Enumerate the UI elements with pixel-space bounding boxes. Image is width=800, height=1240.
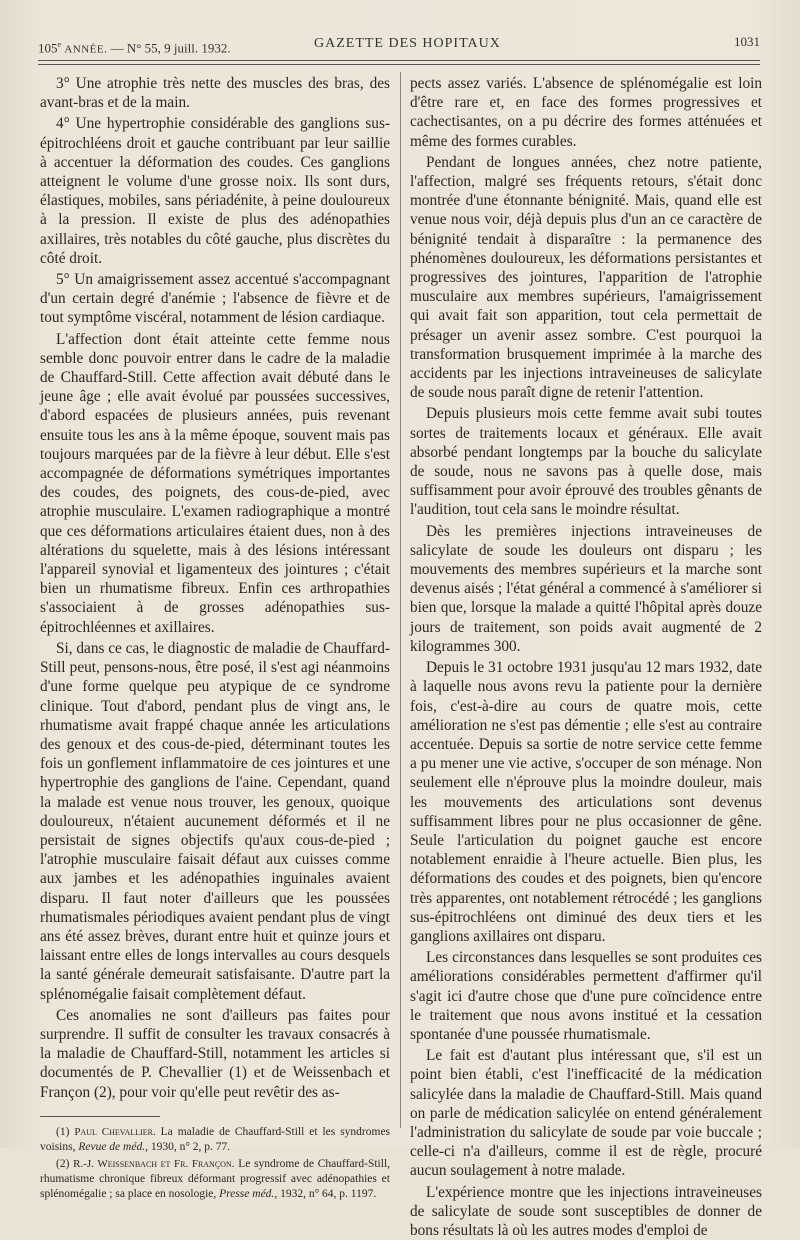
column-divider [400, 72, 401, 1128]
right-column [410, 74, 762, 1239]
paragraph: 4° Une hypertrophie considérable des ganglions sus-épitrochléens droit et gauche contribuant par leur saillie à accentuer la déformation des coudes. Ces ganglions atteignent le volume d'une grosse noix. Ils sont durs, élastiques, mobiles, sans périadénite, à peine douloureux à la pression. Il existe de plus des adénopathies axillaires, très notables du côté gauche, plus discrètes du côté droit. [40, 115, 390, 267]
footnote-mark: (1) [56, 1125, 70, 1138]
footnote-text: La maladie de Chauffard-Still et les syndromes voisins, [40, 1125, 391, 1153]
footnote-ref: , 1930, n° 2, p. 77. [145, 1140, 231, 1153]
issue-info [38, 40, 231, 56]
footnote-rule [40, 1116, 160, 1117]
footnote-journal: Revue de méd. [78, 1140, 146, 1153]
paragraph: Depuis le 31 octobre 1931 jusqu'au 12 mars 1932, date à laquelle nous avons revu la patiente pour la dernière fois, c'est-à-dire au cours de quatre mois, cette amélioration ne s'est pas démentie ; elle s'est au contraire accentuée. Depuis sa sortie de notre service cette femme a pu mener une vie active, s'occuper de son ménage. Non seulement elle n'éprouve plus la moindre douleur, mais les mouvements des articulations sont devenus suffisamment libres pour ne plus occasionner de gêne. Seule l'articulation du poignet gauche est encore notablement enraidie à l'heure actuelle. Bien plus, les déformations des coudes et des poignets, bien qu'encore très apparentes, ont notablement rétrocédé ; les ganglions sus-épitrochléens ont diminué des deux tiers et les ganglions axillaires ont disparu. [410, 659, 762, 945]
paragraph: L'expérience montre que les injections intraveineuses de salicylate de soude sont susceptibles de donner de bons résultats là où les autres modes d'emploi de [410, 1183, 762, 1239]
footnote-mark: (2) [56, 1157, 70, 1170]
paragraph: Le fait est d'autant plus intéressant que, s'il est un point bien établi, c'est l'inefficacité de la médication salicylée dans la maladie de Chauffard-Still. Mais quand on parle de médication salicylée on entend généralement l'administration du salicylate de soude par voie buccale ; celle-ci n'a d'ailleurs, comme il est de règle, procuré aucun soulagement à notre malade. [410, 1047, 762, 1180]
annee-label: ANNÉE. [64, 43, 108, 56]
paragraph: L'affection dont était atteinte cette femme nous semble donc pouvoir entrer dans le cadre de la maladie de Chauffard-Still. Cette affection avait débuté dans le jeune âge ; elle avait évolué par poussées successives, d'abord espacées de plusieurs années, puis revenant ensuite tous les ans à la même époque, souvent mais pas toujours marquées par de la fièvre à leur début. Elle s'est accompagnée de déformations symétriques importantes des coudes, des poignets, des cous-de-pied, avec atrophie musculaire. L'examen radiographique a montré que ces déformations articulaires étaient dues, non à des altérations du squelette, mais à des lésions intéressant l'appareil synovial et ligamenteux des jointures ; c'était bien un rhumatisme fibreux. Enfin ces arthropathies s'associaient à de grosses adénopathies sus-épitrochléennes et axillaires. [40, 330, 390, 636]
journal-title: GAZETTE DES HOPITAUX [314, 36, 501, 51]
footnote-1 [40, 1125, 390, 1155]
paragraph: Si, dans ce cas, le diagnostic de maladie de Chauffard-Still peut, pensons-nous, être posé, il s'est agi néanmoins d'une forme quelque peu atypique de ce syndrome clinique. Tout d'abord, pendant plus de vingt ans, le rhumatisme avait frappé chaque année les articulations des genoux et des cous-de-pied, déterminant toutes les fois un gonflement inflammatoire de ces jointures et une hypertrophie des ganglions de l'aine. Cependant, quand la malade est venue nous trouver, les genoux, quoique douloureux, n'étaient aucunement déformés et il ne persistait de signes objectifs qu'aux cous-de-pied ; l'atrophie musculaire faisait défaut aux cuisses comme aux jambes et les adénopathies inguinales avaient disparu. Il faut noter d'ailleurs que les poussées rhumatismales périodiques avaient pendant plus de vingt ans été assez brèves, durant entre huit et quinze jours et laissant entre elles de longs intervalles au cours desquels la santé générale demeurait satisfaisante. D'autre part la splénomégalie faisait complètement défaut. [40, 639, 391, 1003]
footnote-author: Paul Chevallier. [74, 1125, 156, 1138]
issue-date: — N° 55, 9 juill. 1932. [110, 40, 231, 56]
paragraph: Depuis plusieurs mois cette femme avait subi toutes sortes de traitements locaux et généraux. Elle avait absorbé pendant longtemps par la bouche du salicylate de soude, nous ne savons pas à quelle dose, mais suffisamment pour avoir éprouvé des troubles gênants de l'audition, tout cela sans le moindre résultat. [410, 405, 762, 519]
page-number: 1031 [734, 34, 760, 49]
paragraph: Ces anomalies ne sont d'ailleurs pas faites pour surprendre. Il suffit de consulter les travaux consacrés à la maladie de Chauffard-Still, notamment les articles si documentés de P. Chevallier (1) et de Weissenbach et Françon (2), pour voir qu'elle peut revêtir des as- [40, 1006, 390, 1101]
footnote-text: Le syndrome de Chauffard-Still, rhumatisme chronique fibreux déformant progressif avec adénopathies et splénomégalie ; sa place en nosologie, [40, 1157, 391, 1200]
footnote-ref: , 1932, n° 64, p. 1197. [274, 1187, 377, 1200]
volume-number: 105 [38, 40, 58, 56]
header-rule-top [38, 60, 760, 61]
footnote-journal: Presse méd. [219, 1187, 275, 1200]
volume-ordinal: e [57, 40, 62, 49]
paragraph: 3° Une atrophie très nette des muscles des bras, des avant-bras et de la main. [40, 75, 390, 112]
paragraph: Dès les premières injections intraveineuses de salicylate de soude les douleurs ont disparu ; les mouvements des membres supérieurs et la marche sont devenus aisés ; l'état général a commencé à s'améliorer si bien que, lorsque la malade a quitté l'hôpital après douze jours de traitement, son poids avait augmenté de 2 kilogrammes 300. [410, 522, 762, 655]
header-rule-bottom [38, 64, 760, 65]
left-column [40, 74, 391, 1200]
paragraph: pects assez variés. L'absence de splénomégalie est loin d'être rare et, en face des formes progressives et cachectisantes, on a pu décrire des formes atténuées et même des formes curables. [410, 75, 762, 150]
footnote-2 [40, 1157, 390, 1202]
paragraph: Les circonstances dans lesquelles se sont produites ces améliorations considérables permettent d'affirmer qu'il s'agit ici d'autre chose que d'une pure coïncidence entre le traitement que nous avons institué et la cessation spontanée d'une poussée rhumatismale. [410, 949, 762, 1043]
paragraph: 5° Un amaigrissement assez accentué s'accompagnant d'un certain degré d'anémie ; l'absence de fièvre et de tout symptôme viscéral, notamment de lésion cardiaque. [40, 271, 390, 327]
paragraph: Pendant de longues années, chez notre patiente, l'affection, malgré ses fréquents retours, s'était donc montrée d'une étonnante bénignité. Mais, quand elle est venue nous voir, déjà depuis plus d'un an ce caractère de bénignité tendait à disparaître : la permanence des phénomènes douloureux, les déformations persistantes et progressives des jointures, l'apparition de l'atrophie musculaire aux membres supérieurs, l'amaigrissement qui avait fait son apparition, tout cela permettait de présager un avenir assez sombre. C'est pourquoi la transformation brusquement imprimée à la marche des accidents par les injections intraveineuses de salicylate de soude nous paraît digne de retenir l'attention. [410, 153, 762, 402]
running-header [38, 34, 760, 58]
footnote-author: R.-J. Weissenbach et Fr. Françon. [73, 1157, 235, 1170]
